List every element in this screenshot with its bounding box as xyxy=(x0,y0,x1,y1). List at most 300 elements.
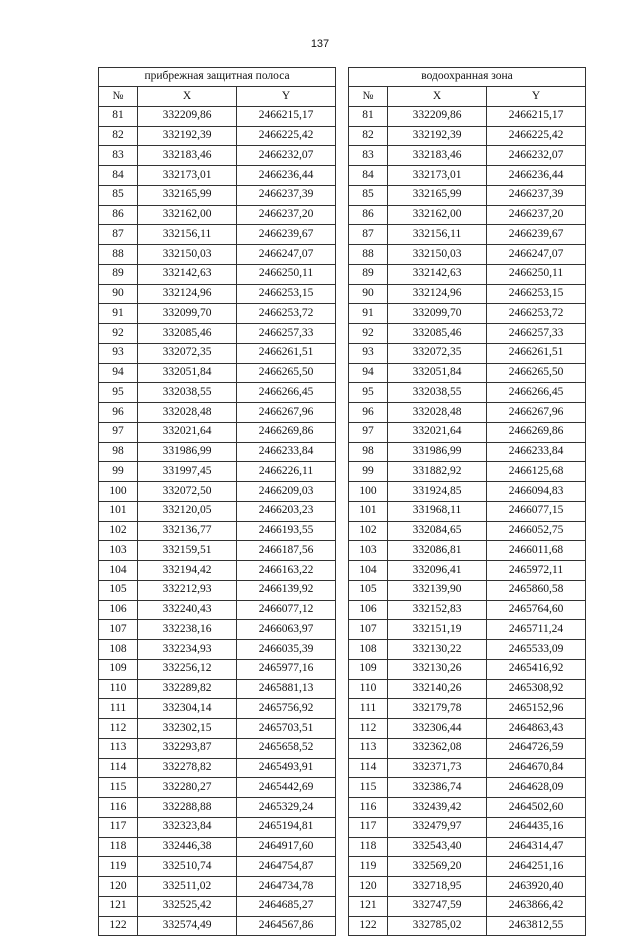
point-number-cell: 92 xyxy=(349,324,388,344)
point-number-cell: 92 xyxy=(99,324,138,344)
point-number-cell: 96 xyxy=(99,403,138,423)
x-coordinate-cell: 332173,01 xyxy=(138,166,237,186)
y-coordinate-cell: 2464863,43 xyxy=(487,719,586,739)
point-number-cell: 94 xyxy=(99,363,138,383)
point-number-cell: 95 xyxy=(99,383,138,403)
y-coordinate-cell: 2466077,12 xyxy=(237,600,336,620)
x-coordinate-cell: 332238,16 xyxy=(138,620,237,640)
table-row xyxy=(349,403,586,423)
point-number-cell: 118 xyxy=(99,837,138,857)
table-row xyxy=(349,501,586,521)
x-coordinate-cell: 332028,48 xyxy=(138,403,237,423)
x-coordinate-cell: 332785,02 xyxy=(388,916,487,936)
table-row xyxy=(349,699,586,719)
x-coordinate-cell: 331997,45 xyxy=(138,462,237,482)
table-row xyxy=(99,719,336,739)
x-coordinate-cell: 332543,40 xyxy=(388,837,487,857)
point-number-cell: 109 xyxy=(99,659,138,679)
point-number-cell: 107 xyxy=(349,620,388,640)
point-number-cell: 122 xyxy=(349,916,388,936)
table-row xyxy=(99,126,336,146)
table-row xyxy=(99,541,336,561)
table-row xyxy=(349,324,586,344)
y-coordinate-cell: 2465308,92 xyxy=(487,679,586,699)
table-row xyxy=(349,640,586,660)
x-coordinate-cell: 332718,95 xyxy=(388,877,487,897)
point-number-cell: 83 xyxy=(99,146,138,166)
x-coordinate-cell: 332194,42 xyxy=(138,561,237,581)
point-number-cell: 113 xyxy=(99,738,138,758)
table-row xyxy=(99,699,336,719)
point-number-cell: 91 xyxy=(99,304,138,324)
y-coordinate-cell: 2466269,86 xyxy=(237,422,336,442)
y-coordinate-cell: 2466125,68 xyxy=(487,462,586,482)
table-row xyxy=(99,620,336,640)
point-number-cell: 105 xyxy=(99,580,138,600)
table-row xyxy=(99,600,336,620)
table-row xyxy=(349,916,586,936)
x-coordinate-cell: 332234,93 xyxy=(138,640,237,660)
y-coordinate-cell: 2466253,72 xyxy=(237,304,336,324)
y-coordinate-cell: 2466077,15 xyxy=(487,501,586,521)
table-row xyxy=(349,146,586,166)
y-coordinate-cell: 2466266,45 xyxy=(237,383,336,403)
table-header-row xyxy=(99,87,336,107)
x-coordinate-cell: 332085,46 xyxy=(138,324,237,344)
y-coordinate-cell: 2465194,81 xyxy=(237,817,336,837)
y-coordinate-cell: 2463866,42 xyxy=(487,896,586,916)
table-row xyxy=(349,896,586,916)
point-number-cell: 90 xyxy=(99,284,138,304)
y-coordinate-cell: 2466226,11 xyxy=(237,462,336,482)
x-coordinate-cell: 332362,08 xyxy=(388,738,487,758)
y-coordinate-cell: 2466232,07 xyxy=(237,146,336,166)
x-coordinate-cell: 332086,81 xyxy=(388,541,487,561)
table-row xyxy=(99,343,336,363)
y-coordinate-cell: 2466267,96 xyxy=(487,403,586,423)
column-header-number: № xyxy=(349,87,388,107)
x-coordinate-cell: 332156,11 xyxy=(138,225,237,245)
table-row xyxy=(99,324,336,344)
y-coordinate-cell: 2466265,50 xyxy=(487,363,586,383)
point-number-cell: 96 xyxy=(349,403,388,423)
x-coordinate-cell: 332130,26 xyxy=(388,659,487,679)
x-coordinate-cell: 332446,38 xyxy=(138,837,237,857)
point-number-cell: 108 xyxy=(99,640,138,660)
table-row xyxy=(349,877,586,897)
y-coordinate-cell: 2466261,51 xyxy=(487,343,586,363)
point-number-cell: 102 xyxy=(349,521,388,541)
x-coordinate-cell: 332021,64 xyxy=(388,422,487,442)
y-coordinate-cell: 2466187,56 xyxy=(237,541,336,561)
column-header-y: Y xyxy=(487,87,586,107)
point-number-cell: 119 xyxy=(349,857,388,877)
y-coordinate-cell: 2464734,78 xyxy=(237,877,336,897)
x-coordinate-cell: 332072,50 xyxy=(138,482,237,502)
x-coordinate-cell: 332209,86 xyxy=(388,106,487,126)
x-coordinate-cell: 332179,78 xyxy=(388,699,487,719)
y-coordinate-cell: 2466236,44 xyxy=(237,166,336,186)
point-number-cell: 103 xyxy=(99,541,138,561)
x-coordinate-cell: 332747,59 xyxy=(388,896,487,916)
table-body xyxy=(99,106,336,936)
table-row xyxy=(99,817,336,837)
table-row xyxy=(349,205,586,225)
table-row xyxy=(99,245,336,265)
table-row xyxy=(349,798,586,818)
table-row xyxy=(349,817,586,837)
table-row xyxy=(349,126,586,146)
point-number-cell: 107 xyxy=(99,620,138,640)
point-number-cell: 121 xyxy=(99,896,138,916)
y-coordinate-cell: 2465972,11 xyxy=(487,561,586,581)
point-number-cell: 114 xyxy=(99,758,138,778)
x-coordinate-cell: 332152,83 xyxy=(388,600,487,620)
x-coordinate-cell: 332173,01 xyxy=(388,166,487,186)
y-coordinate-cell: 2466267,96 xyxy=(237,403,336,423)
table-row xyxy=(349,225,586,245)
table-row xyxy=(99,284,336,304)
point-number-cell: 93 xyxy=(99,343,138,363)
table-row xyxy=(349,343,586,363)
point-number-cell: 109 xyxy=(349,659,388,679)
y-coordinate-cell: 2466233,84 xyxy=(487,442,586,462)
x-coordinate-cell: 332323,84 xyxy=(138,817,237,837)
x-coordinate-cell: 332120,05 xyxy=(138,501,237,521)
table-row xyxy=(349,363,586,383)
x-coordinate-cell: 332130,22 xyxy=(388,640,487,660)
table-row xyxy=(99,442,336,462)
y-coordinate-cell: 2465416,92 xyxy=(487,659,586,679)
table-body xyxy=(349,106,586,936)
y-coordinate-cell: 2466011,68 xyxy=(487,541,586,561)
point-number-cell: 82 xyxy=(349,126,388,146)
y-coordinate-cell: 2466257,33 xyxy=(487,324,586,344)
x-coordinate-cell: 332165,99 xyxy=(388,185,487,205)
x-coordinate-cell: 332051,84 xyxy=(388,363,487,383)
y-coordinate-cell: 2466265,50 xyxy=(237,363,336,383)
x-coordinate-cell: 332084,65 xyxy=(388,521,487,541)
point-number-cell: 87 xyxy=(99,225,138,245)
point-number-cell: 89 xyxy=(349,264,388,284)
y-coordinate-cell: 2465881,13 xyxy=(237,679,336,699)
y-coordinate-cell: 2466253,72 xyxy=(487,304,586,324)
table-row xyxy=(99,877,336,897)
x-coordinate-cell: 332212,93 xyxy=(138,580,237,600)
y-coordinate-cell: 2466237,20 xyxy=(237,205,336,225)
point-number-cell: 120 xyxy=(349,877,388,897)
table-row xyxy=(99,166,336,186)
y-coordinate-cell: 2466193,55 xyxy=(237,521,336,541)
table-row xyxy=(349,738,586,758)
table-row xyxy=(99,363,336,383)
y-coordinate-cell: 2465756,92 xyxy=(237,699,336,719)
table-row xyxy=(349,561,586,581)
point-number-cell: 101 xyxy=(349,501,388,521)
x-coordinate-cell: 332256,12 xyxy=(138,659,237,679)
table-title-row xyxy=(99,68,336,87)
point-number-cell: 122 xyxy=(99,916,138,936)
point-number-cell: 100 xyxy=(99,482,138,502)
point-number-cell: 82 xyxy=(99,126,138,146)
point-number-cell: 94 xyxy=(349,363,388,383)
point-number-cell: 98 xyxy=(99,442,138,462)
y-coordinate-cell: 2466052,75 xyxy=(487,521,586,541)
y-coordinate-cell: 2463812,55 xyxy=(487,916,586,936)
x-coordinate-cell: 332192,39 xyxy=(388,126,487,146)
point-number-cell: 81 xyxy=(349,106,388,126)
point-number-cell: 95 xyxy=(349,383,388,403)
x-coordinate-cell: 332280,27 xyxy=(138,778,237,798)
x-coordinate-cell: 332142,63 xyxy=(388,264,487,284)
y-coordinate-cell: 2466239,67 xyxy=(237,225,336,245)
column-header-number: № xyxy=(99,87,138,107)
point-number-cell: 106 xyxy=(349,600,388,620)
y-coordinate-cell: 2466253,15 xyxy=(237,284,336,304)
table-row xyxy=(349,106,586,126)
y-coordinate-cell: 2465977,16 xyxy=(237,659,336,679)
y-coordinate-cell: 2464502,60 xyxy=(487,798,586,818)
point-number-cell: 86 xyxy=(349,205,388,225)
table-row xyxy=(349,185,586,205)
y-coordinate-cell: 2466237,39 xyxy=(237,185,336,205)
x-coordinate-cell: 332209,86 xyxy=(138,106,237,126)
y-coordinate-cell: 2466094,83 xyxy=(487,482,586,502)
column-header-x: X xyxy=(388,87,487,107)
y-coordinate-cell: 2466063,97 xyxy=(237,620,336,640)
y-coordinate-cell: 2464435,16 xyxy=(487,817,586,837)
x-coordinate-cell: 332051,84 xyxy=(138,363,237,383)
table-row xyxy=(349,758,586,778)
x-coordinate-cell: 332371,73 xyxy=(388,758,487,778)
x-coordinate-cell: 332136,77 xyxy=(138,521,237,541)
page-number: 137 xyxy=(310,38,330,50)
point-number-cell: 104 xyxy=(349,561,388,581)
table-title: водоохранная зона xyxy=(349,68,586,87)
y-coordinate-cell: 2466250,11 xyxy=(237,264,336,284)
x-coordinate-cell: 332306,44 xyxy=(388,719,487,739)
table-row xyxy=(99,837,336,857)
x-coordinate-cell: 332289,82 xyxy=(138,679,237,699)
x-coordinate-cell: 332302,15 xyxy=(138,719,237,739)
x-coordinate-cell: 331882,92 xyxy=(388,462,487,482)
table-row xyxy=(99,146,336,166)
point-number-cell: 105 xyxy=(349,580,388,600)
point-number-cell: 117 xyxy=(349,817,388,837)
x-coordinate-cell: 332124,96 xyxy=(138,284,237,304)
x-coordinate-cell: 332072,35 xyxy=(388,343,487,363)
table-row xyxy=(99,778,336,798)
point-number-cell: 91 xyxy=(349,304,388,324)
table-row xyxy=(99,561,336,581)
point-number-cell: 97 xyxy=(99,422,138,442)
x-coordinate-cell: 332038,55 xyxy=(388,383,487,403)
table-row xyxy=(99,501,336,521)
y-coordinate-cell: 2466257,33 xyxy=(237,324,336,344)
y-coordinate-cell: 2464726,59 xyxy=(487,738,586,758)
table-row xyxy=(99,106,336,126)
y-coordinate-cell: 2466261,51 xyxy=(237,343,336,363)
point-number-cell: 102 xyxy=(99,521,138,541)
x-coordinate-cell: 332183,46 xyxy=(138,146,237,166)
table-row xyxy=(349,679,586,699)
y-coordinate-cell: 2466247,07 xyxy=(237,245,336,265)
x-coordinate-cell: 332162,00 xyxy=(388,205,487,225)
table-row xyxy=(99,758,336,778)
table-row xyxy=(349,620,586,640)
table-row xyxy=(99,659,336,679)
x-coordinate-cell: 332165,99 xyxy=(138,185,237,205)
y-coordinate-cell: 2465764,60 xyxy=(487,600,586,620)
table-row xyxy=(349,264,586,284)
y-coordinate-cell: 2466247,07 xyxy=(487,245,586,265)
x-coordinate-cell: 332278,82 xyxy=(138,758,237,778)
x-coordinate-cell: 332028,48 xyxy=(388,403,487,423)
y-coordinate-cell: 2465711,24 xyxy=(487,620,586,640)
point-number-cell: 99 xyxy=(99,462,138,482)
y-coordinate-cell: 2466236,44 xyxy=(487,166,586,186)
y-coordinate-cell: 2464754,87 xyxy=(237,857,336,877)
table-row xyxy=(99,580,336,600)
point-number-cell: 93 xyxy=(349,343,388,363)
y-coordinate-cell: 2464567,86 xyxy=(237,916,336,936)
x-coordinate-cell: 332479,97 xyxy=(388,817,487,837)
point-number-cell: 111 xyxy=(349,699,388,719)
x-coordinate-cell: 332151,19 xyxy=(388,620,487,640)
y-coordinate-cell: 2465860,58 xyxy=(487,580,586,600)
y-coordinate-cell: 2466035,39 xyxy=(237,640,336,660)
point-number-cell: 114 xyxy=(349,758,388,778)
y-coordinate-cell: 2465658,52 xyxy=(237,738,336,758)
x-coordinate-cell: 332150,03 xyxy=(388,245,487,265)
y-coordinate-cell: 2466215,17 xyxy=(237,106,336,126)
table-row xyxy=(99,640,336,660)
point-number-cell: 85 xyxy=(99,185,138,205)
x-coordinate-cell: 332293,87 xyxy=(138,738,237,758)
y-coordinate-cell: 2466237,39 xyxy=(487,185,586,205)
y-coordinate-cell: 2466239,67 xyxy=(487,225,586,245)
point-number-cell: 86 xyxy=(99,205,138,225)
y-coordinate-cell: 2465533,09 xyxy=(487,640,586,660)
y-coordinate-cell: 2466232,07 xyxy=(487,146,586,166)
table-row xyxy=(349,778,586,798)
table-row xyxy=(99,738,336,758)
table-row xyxy=(99,462,336,482)
table-row xyxy=(99,857,336,877)
point-number-cell: 101 xyxy=(99,501,138,521)
point-number-cell: 88 xyxy=(349,245,388,265)
point-number-cell: 83 xyxy=(349,146,388,166)
point-number-cell: 87 xyxy=(349,225,388,245)
point-number-cell: 110 xyxy=(99,679,138,699)
point-number-cell: 81 xyxy=(99,106,138,126)
x-coordinate-cell: 331924,85 xyxy=(388,482,487,502)
table-row xyxy=(349,541,586,561)
column-header-y: Y xyxy=(237,87,336,107)
table-row xyxy=(349,482,586,502)
x-coordinate-cell: 332240,43 xyxy=(138,600,237,620)
y-coordinate-cell: 2465152,96 xyxy=(487,699,586,719)
x-coordinate-cell: 332386,74 xyxy=(388,778,487,798)
table-row xyxy=(99,383,336,403)
point-number-cell: 106 xyxy=(99,600,138,620)
y-coordinate-cell: 2466266,45 xyxy=(487,383,586,403)
point-number-cell: 100 xyxy=(349,482,388,502)
table-row xyxy=(349,442,586,462)
x-coordinate-cell: 332304,14 xyxy=(138,699,237,719)
y-coordinate-cell: 2465442,69 xyxy=(237,778,336,798)
table-row xyxy=(99,403,336,423)
point-number-cell: 116 xyxy=(99,798,138,818)
x-coordinate-cell: 331986,99 xyxy=(388,442,487,462)
point-number-cell: 110 xyxy=(349,679,388,699)
point-number-cell: 85 xyxy=(349,185,388,205)
x-coordinate-cell: 332192,39 xyxy=(138,126,237,146)
table-header-row xyxy=(349,87,586,107)
point-number-cell: 118 xyxy=(349,837,388,857)
table-title-row xyxy=(349,68,586,87)
column-header-x: X xyxy=(138,87,237,107)
point-number-cell: 117 xyxy=(99,817,138,837)
table-row xyxy=(99,304,336,324)
point-number-cell: 116 xyxy=(349,798,388,818)
table-row xyxy=(349,166,586,186)
x-coordinate-cell: 332150,03 xyxy=(138,245,237,265)
coordinates-table-water-protection-zone xyxy=(348,67,586,936)
y-coordinate-cell: 2465703,51 xyxy=(237,719,336,739)
x-coordinate-cell: 332099,70 xyxy=(388,304,487,324)
x-coordinate-cell: 332156,11 xyxy=(388,225,487,245)
table-row xyxy=(349,422,586,442)
x-coordinate-cell: 332096,41 xyxy=(388,561,487,581)
x-coordinate-cell: 332142,63 xyxy=(138,264,237,284)
point-number-cell: 120 xyxy=(99,877,138,897)
table-row xyxy=(349,462,586,482)
table-row xyxy=(349,600,586,620)
point-number-cell: 99 xyxy=(349,462,388,482)
y-coordinate-cell: 2466225,42 xyxy=(487,126,586,146)
table-row xyxy=(349,245,586,265)
point-number-cell: 113 xyxy=(349,738,388,758)
y-coordinate-cell: 2466163,22 xyxy=(237,561,336,581)
y-coordinate-cell: 2466225,42 xyxy=(237,126,336,146)
table-row xyxy=(349,521,586,541)
point-number-cell: 112 xyxy=(349,719,388,739)
table-row xyxy=(99,896,336,916)
point-number-cell: 119 xyxy=(99,857,138,877)
x-coordinate-cell: 332085,46 xyxy=(388,324,487,344)
y-coordinate-cell: 2466209,03 xyxy=(237,482,336,502)
x-coordinate-cell: 332183,46 xyxy=(388,146,487,166)
y-coordinate-cell: 2464917,60 xyxy=(237,837,336,857)
point-number-cell: 112 xyxy=(99,719,138,739)
point-number-cell: 84 xyxy=(99,166,138,186)
point-number-cell: 89 xyxy=(99,264,138,284)
x-coordinate-cell: 331986,99 xyxy=(138,442,237,462)
table-row xyxy=(99,482,336,502)
x-coordinate-cell: 332574,49 xyxy=(138,916,237,936)
point-number-cell: 90 xyxy=(349,284,388,304)
table-row xyxy=(349,719,586,739)
y-coordinate-cell: 2466139,92 xyxy=(237,580,336,600)
point-number-cell: 88 xyxy=(99,245,138,265)
x-coordinate-cell: 332038,55 xyxy=(138,383,237,403)
table-row xyxy=(349,659,586,679)
x-coordinate-cell: 332510,74 xyxy=(138,857,237,877)
x-coordinate-cell: 332140,26 xyxy=(388,679,487,699)
y-coordinate-cell: 2465329,24 xyxy=(237,798,336,818)
table-row xyxy=(99,205,336,225)
